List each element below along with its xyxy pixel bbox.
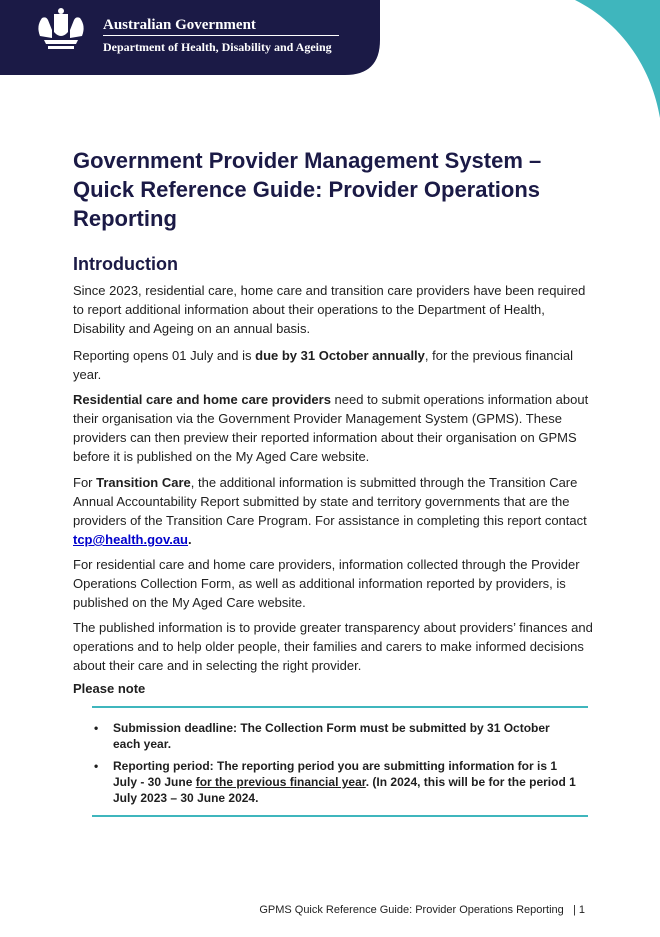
bullet-icon: • [94,721,99,735]
note-item-deadline: • Submission deadline: The Collection Form must be submitted by 31 October each year. [94,721,550,751]
note-list [92,720,588,812]
header-banner [0,0,660,160]
coat-of-arms-icon [30,6,92,54]
intro-paragraph-2: Reporting opens 01 July and is due by 31 October annually, for the previous financial year. [73,348,574,382]
bullet-icon: • [94,759,99,773]
introduction-heading: Introduction [73,254,178,274]
note-item-period: • Reporting period: The reporting period you are submitting information for is 1 July - 30 June for the previous financial year. (In 2024, this will be for the period 1 July 2023 – 30 June 2024. [94,759,576,805]
page-footer [259,904,585,916]
please-note-label: Please note [73,681,146,696]
intro-paragraph-3: Residential care and home care providers need to submit operations information about their organisation via the Government Provider Management System (GPMS). These providers can then preview their reported information about their organisation on GPMS before it is published on the My Aged Care website. [73,392,589,464]
note-box [92,706,588,817]
teal-corner-swoosh [575,0,660,118]
intro-paragraph-5: For residential care and home care providers, information collected through the Provider Operations Collection Form, as well as additional information reported by providers, is published on the My Aged Care website. [73,557,580,610]
page-number: | 1 [572,904,585,916]
footer-title: GPMS Quick Reference Guide: Provider Operations Reporting [259,904,564,916]
header-divider [103,35,339,36]
department-name: Department of Health, Disability and Ageing [103,40,332,54]
tcp-email-link[interactable]: tcp@health.gov.au [73,532,189,547]
intro-paragraph-4: For Transition Care, the additional information is submitted through the Transition Care Annual Accountability Report submitted by state and territory governments that are the providers of the Transition Care Program. For assistance in completing this report contact tcp@health.gov.au. [73,475,587,547]
document-title: Government Provider Management System – Quick Reference Guide: Provider Operations Reporting [73,148,542,231]
government-name: Australian Government [103,17,256,33]
intro-paragraph-6: The published information is to provide greater transparency about providers’ finances and operations and to help older people, their families and carers to make informed decisions about their care and in selecting the right provider. [73,620,593,673]
intro-paragraph-1: Since 2023, residential care, home care and transition care providers have been required to report additional information about their operations to the Department of Health, Disability and Ageing on an annual basis. [73,283,586,336]
